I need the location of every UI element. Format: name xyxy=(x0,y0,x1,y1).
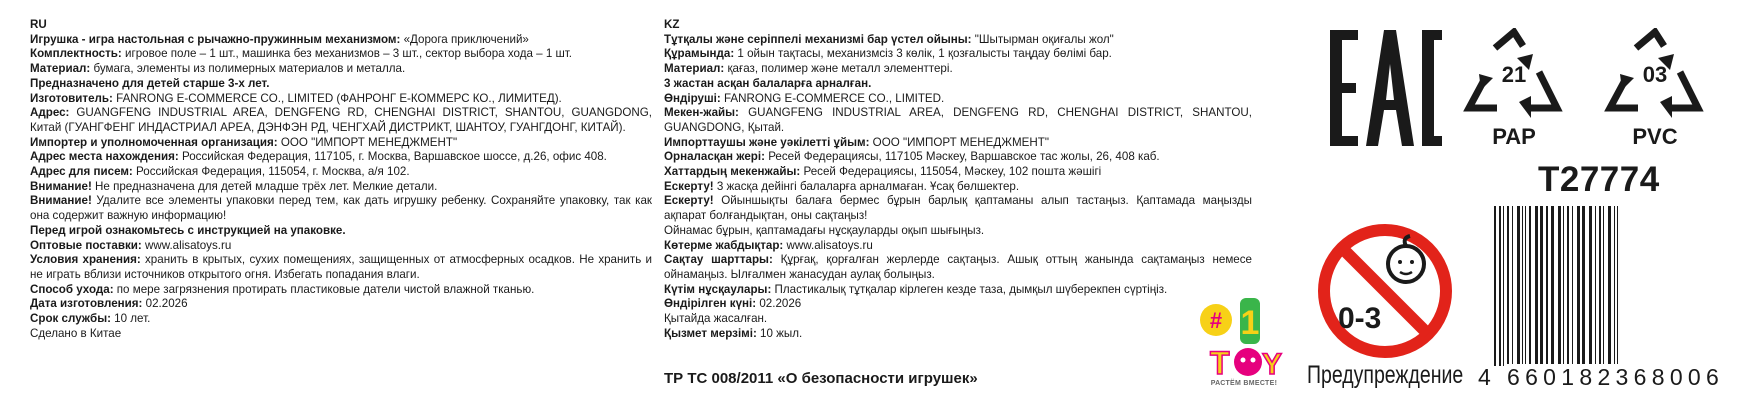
info-line-value: Российская Федерация, 115054, г. Москва, а/я 102. xyxy=(132,165,410,179)
info-line-label: Игрушка - игра настольная с рычажно-пружинным механизмом: xyxy=(30,32,401,46)
info-line-value: Сделано в Китае xyxy=(30,326,122,340)
info-line xyxy=(664,150,1252,165)
info-line-label: Тұтқалы және серіппелі механизмі бар үстел ойыны: xyxy=(664,32,972,46)
toy-logo-icon xyxy=(1196,290,1292,382)
barcode-bar xyxy=(1589,206,1592,366)
toy-brand-logo xyxy=(1196,290,1292,390)
barcode-digits: 660182368006 xyxy=(1507,364,1725,390)
info-line xyxy=(30,106,652,135)
info-line-value: қағаз, полимер және металл элементтері. xyxy=(724,62,953,76)
info-line-label: Хаттардың мекенжайы: xyxy=(664,165,801,179)
eac-mark-icon xyxy=(1330,30,1442,146)
info-line-value: Российская Федерация, 117105, г. Москва, Варшавское шоссе, д.26, офис 408. xyxy=(178,150,607,164)
info-line-label: Материал: xyxy=(664,62,725,76)
info-line-label: Способ ухода: xyxy=(30,282,114,296)
age-prohibition-icon xyxy=(1316,222,1454,360)
info-line-label: Импорттаушы және уәкілетті ұйым: xyxy=(664,135,870,149)
info-line-label: Құрамында: xyxy=(664,47,735,61)
info-line-value: Пластикалық тұтқалар кірлеген кезде таза, дымқыл шүберекпен сүртіңіз. xyxy=(771,282,1168,296)
info-line-value: 02.2026 xyxy=(142,297,188,311)
info-line xyxy=(30,47,652,62)
info-line xyxy=(664,239,1252,254)
info-line-value: хранить в крытых, сухих помещениях, защищенных от атмосферных осадков. Не хранить и не играть вблизи источников открытого огня. Избегать попадания влаги. xyxy=(30,253,652,281)
info-line xyxy=(30,297,652,312)
info-line xyxy=(30,224,652,239)
barcode-bar xyxy=(1499,206,1501,366)
info-line-label: Изготовитель: xyxy=(30,91,113,105)
info-line-value: Ойыншықты балаға бермес бұрын барлық қаптаманы алып тастаңыз. Қаптамада маңызды ақпарат болғандықтан, оны сақтаңыз! xyxy=(664,194,1252,223)
recycling-code: 03 xyxy=(1642,62,1668,87)
barcode-bar xyxy=(1535,206,1538,366)
info-line-label: Оптовые поставки: xyxy=(30,238,142,252)
barcode-bar xyxy=(1558,206,1561,366)
info-line xyxy=(664,92,1252,107)
barcode-bar xyxy=(1540,206,1543,366)
info-line-label: Импортер и уполномоченная организация: xyxy=(30,135,278,149)
info-line xyxy=(664,224,1252,239)
ru-text-block xyxy=(30,18,652,341)
info-line xyxy=(664,77,1252,92)
info-line-label: 3 жастан асқан балаларға арналған. xyxy=(664,76,872,90)
svg-text:T: T xyxy=(1210,345,1230,381)
barcode-bar xyxy=(1599,206,1601,366)
info-line xyxy=(664,312,1252,327)
kz-lang-label: KZ xyxy=(664,18,680,31)
barcode-lead-digit: 4 xyxy=(1478,364,1491,390)
barcode-bar xyxy=(1525,206,1526,366)
barcode-bar xyxy=(1563,206,1564,366)
barcode-bar xyxy=(1582,206,1585,366)
info-line xyxy=(664,180,1252,195)
info-line xyxy=(30,136,652,151)
info-line-value: бумага, элементы из полимерных материалов и металла. xyxy=(90,62,406,76)
barcode-bar xyxy=(1608,206,1611,366)
barcode-bar xyxy=(1614,206,1615,366)
info-line-label: Условия хранения: xyxy=(30,253,141,267)
info-line-label: Адрес места нахождения: xyxy=(30,150,179,164)
info-line-label: Мекен-жайы: xyxy=(664,106,739,120)
toy-logo-slogan: РАСТЁМ ВМЕСТЕ! xyxy=(1210,380,1278,387)
barcode-bar xyxy=(1503,206,1504,366)
info-line xyxy=(30,77,652,92)
info-line xyxy=(664,33,1252,48)
info-line-value: 10 лет. xyxy=(110,312,151,326)
barcode-bar xyxy=(1603,206,1604,366)
svg-text:Y: Y xyxy=(1262,348,1283,381)
barcode-bar xyxy=(1577,206,1580,366)
barcode-bar xyxy=(1507,206,1509,366)
info-line-label: Предназначено для детей старше 3-х лет. xyxy=(30,76,270,90)
info-line-value: игровое поле – 1 шт., машинка без механизмов – 3 шт., сектор выбора хода – 1 шт. xyxy=(121,47,573,61)
info-line-value: Удалите все элементы упаковки перед тем, как дать игрушку ребенку. Сохраняйте упаковку, так как она содержит важную информацию! xyxy=(30,194,652,223)
info-line-label: Перед игрой ознакомьтесь с инструкцией на упаковке. xyxy=(30,223,346,237)
info-line-label: Внимание! xyxy=(30,179,92,193)
info-line-value: "Шытырман оқиғалы жол" xyxy=(971,32,1114,46)
barcode-bar xyxy=(1517,206,1520,366)
info-line xyxy=(30,194,652,223)
warning-label: Предупреждение xyxy=(1307,361,1464,389)
barcode-bar xyxy=(1522,206,1523,366)
info-line xyxy=(664,327,1252,342)
recycling-material: PVC xyxy=(1632,124,1678,149)
info-line-value: FANRONG E-COMMERCE CO., LIMITED (ФАНРОНГ Е-КОММЕРС КО., ЛИМИТЕД). xyxy=(112,91,562,105)
info-line-label: Өндірілген күні: xyxy=(664,297,757,311)
info-line-label: Дата изготовления: xyxy=(30,297,143,311)
info-line-value: GUANGFENG INDUSTRIAL AREA, DENGFENG RD, CHENGHAI DISTRICT, SHANTOU, GUANGDONG, Қытай. xyxy=(664,106,1252,134)
barcode-bar xyxy=(1595,206,1596,366)
info-line xyxy=(30,312,652,327)
safety-standard: ТР ТС 008/2011 «О безопасности игрушек» xyxy=(664,370,978,387)
info-line-label: Күтім нұсқаулары: xyxy=(664,282,772,296)
info-line-label: Адрес для писем: xyxy=(30,165,133,179)
kz-lines xyxy=(664,33,1252,342)
info-line-label: Өндіруші: xyxy=(664,91,721,105)
info-line xyxy=(30,253,652,282)
info-line-value: www.alisatoys.ru xyxy=(141,238,232,252)
ru-lines xyxy=(30,33,652,342)
info-line-value: Не предназначена для детей младше трёх лет. Мелкие детали. xyxy=(91,179,438,193)
info-line-label: Внимание! xyxy=(30,194,92,208)
info-line xyxy=(30,150,652,165)
info-line-label: Материал: xyxy=(30,62,91,76)
info-line xyxy=(664,194,1252,223)
recycling-pvc xyxy=(1602,28,1708,149)
info-line-value: 02.2026 xyxy=(756,297,802,311)
barcode-bar xyxy=(1551,206,1554,366)
recycling-code: 21 xyxy=(1501,62,1527,87)
barcode-bar xyxy=(1567,206,1569,366)
svg-text:1: 1 xyxy=(1240,304,1260,342)
info-line-value: ООО "ИМПОРТ МЕНЕДЖМЕНТ" xyxy=(869,135,1049,149)
info-line-value: www.alisatoys.ru xyxy=(783,238,873,252)
barcode-bar xyxy=(1572,206,1573,366)
info-line-value: 10 жыл. xyxy=(756,326,803,340)
info-line xyxy=(664,165,1252,180)
info-line-label: Ескерту! xyxy=(664,179,714,193)
info-line-value: Ресей Федерациясы, 117105 Мәскеу, Варшавское тас жолы, 26, 408 каб. xyxy=(764,150,1160,164)
info-line xyxy=(664,253,1252,282)
info-line-value: Ресей Федерациясы, 115054, Мәскеу, 102 пошта жәшігі xyxy=(800,165,1102,179)
info-line-label: Сақтау шарттары: xyxy=(664,253,773,267)
barcode-bar xyxy=(1617,206,1618,366)
barcode-icon xyxy=(1494,206,1704,384)
info-line-value: Құрғақ, қорғалған жерлерде сақтаңыз. Ашық оттың жанында сақтамаңыз немесе ойнамаңыз. Ылғалмен жанасудан аулақ болыңыз. xyxy=(664,253,1253,281)
barcode-bar xyxy=(1546,206,1548,366)
info-line xyxy=(30,327,652,342)
info-line-label: Ескерту! xyxy=(664,194,714,208)
svg-text:#: # xyxy=(1209,308,1223,333)
kz-text-block xyxy=(664,18,1252,341)
info-line-value: по мере загрязнения протирать пластиковые датели чистой влажной тканью. xyxy=(113,282,535,296)
info-line-label: Адрес: xyxy=(30,106,70,120)
info-line xyxy=(30,33,652,48)
info-line xyxy=(664,106,1252,135)
info-line-value: 1 ойын тақтасы, механизмсіз 3 көлік, 1 қозғалысты таңдау бөлімі бар. xyxy=(734,47,1112,61)
info-line-value: FANRONG E-COMMERCE CO., LIMITED. xyxy=(720,91,945,105)
info-line-label: Срок службы: xyxy=(30,312,111,326)
info-line-label: Комплектность: xyxy=(30,47,122,61)
barcode-bar xyxy=(1494,206,1496,366)
info-line xyxy=(30,180,652,195)
info-line-value: Қытайда жасалған. xyxy=(664,312,768,326)
info-line xyxy=(30,239,652,254)
info-line xyxy=(664,283,1252,298)
age-range: 0-3 xyxy=(1338,302,1382,335)
info-line-value: Ойнамас бұрын, қаптамадағы нұсқауларды оқып шығыңыз. xyxy=(664,223,985,237)
info-line xyxy=(664,62,1252,77)
info-line xyxy=(30,283,652,298)
info-line xyxy=(664,136,1252,151)
info-line xyxy=(30,165,652,180)
info-line xyxy=(664,47,1252,62)
info-line-value: 3 жасқа дейінгі балаларға арналмаған. Ұсақ бөлшектер. xyxy=(713,179,1020,193)
ru-lang-label: RU xyxy=(30,18,47,31)
info-line-value: GUANGFENG INDUSTRIAL AREA, DENGFENG RD, CHENGHAI DISTRICT, SHANTOU, GUANGDONG, Китай (ГУАНГФЕНГ ИНДАСТРИАЛ АРЕА, ДЭНФЭН РД, ЧЕНГХАЙ ДИСТРИКТ, ШАНТОУ, ГУАНГДОНГ, КИТАЙ). xyxy=(30,106,652,134)
recycling-material: PAP xyxy=(1492,124,1536,149)
info-line-label: Қызмет мерзімі: xyxy=(664,326,757,340)
info-line-value: «Дорога приключений» xyxy=(400,32,529,46)
info-line xyxy=(30,92,652,107)
info-line-value: ООО "ИМПОРТ МЕНЕДЖМЕНТ" xyxy=(277,135,458,149)
info-line-label: Орналасқан жері: xyxy=(664,150,765,164)
barcode-bar xyxy=(1529,206,1531,366)
barcode-bar xyxy=(1512,206,1513,366)
recycling-pap xyxy=(1461,28,1567,149)
info-line-label: Көтерме жабдықтар: xyxy=(664,238,784,252)
info-line xyxy=(30,62,652,77)
info-line xyxy=(664,297,1252,312)
article-number: T27774 xyxy=(1538,160,1660,199)
